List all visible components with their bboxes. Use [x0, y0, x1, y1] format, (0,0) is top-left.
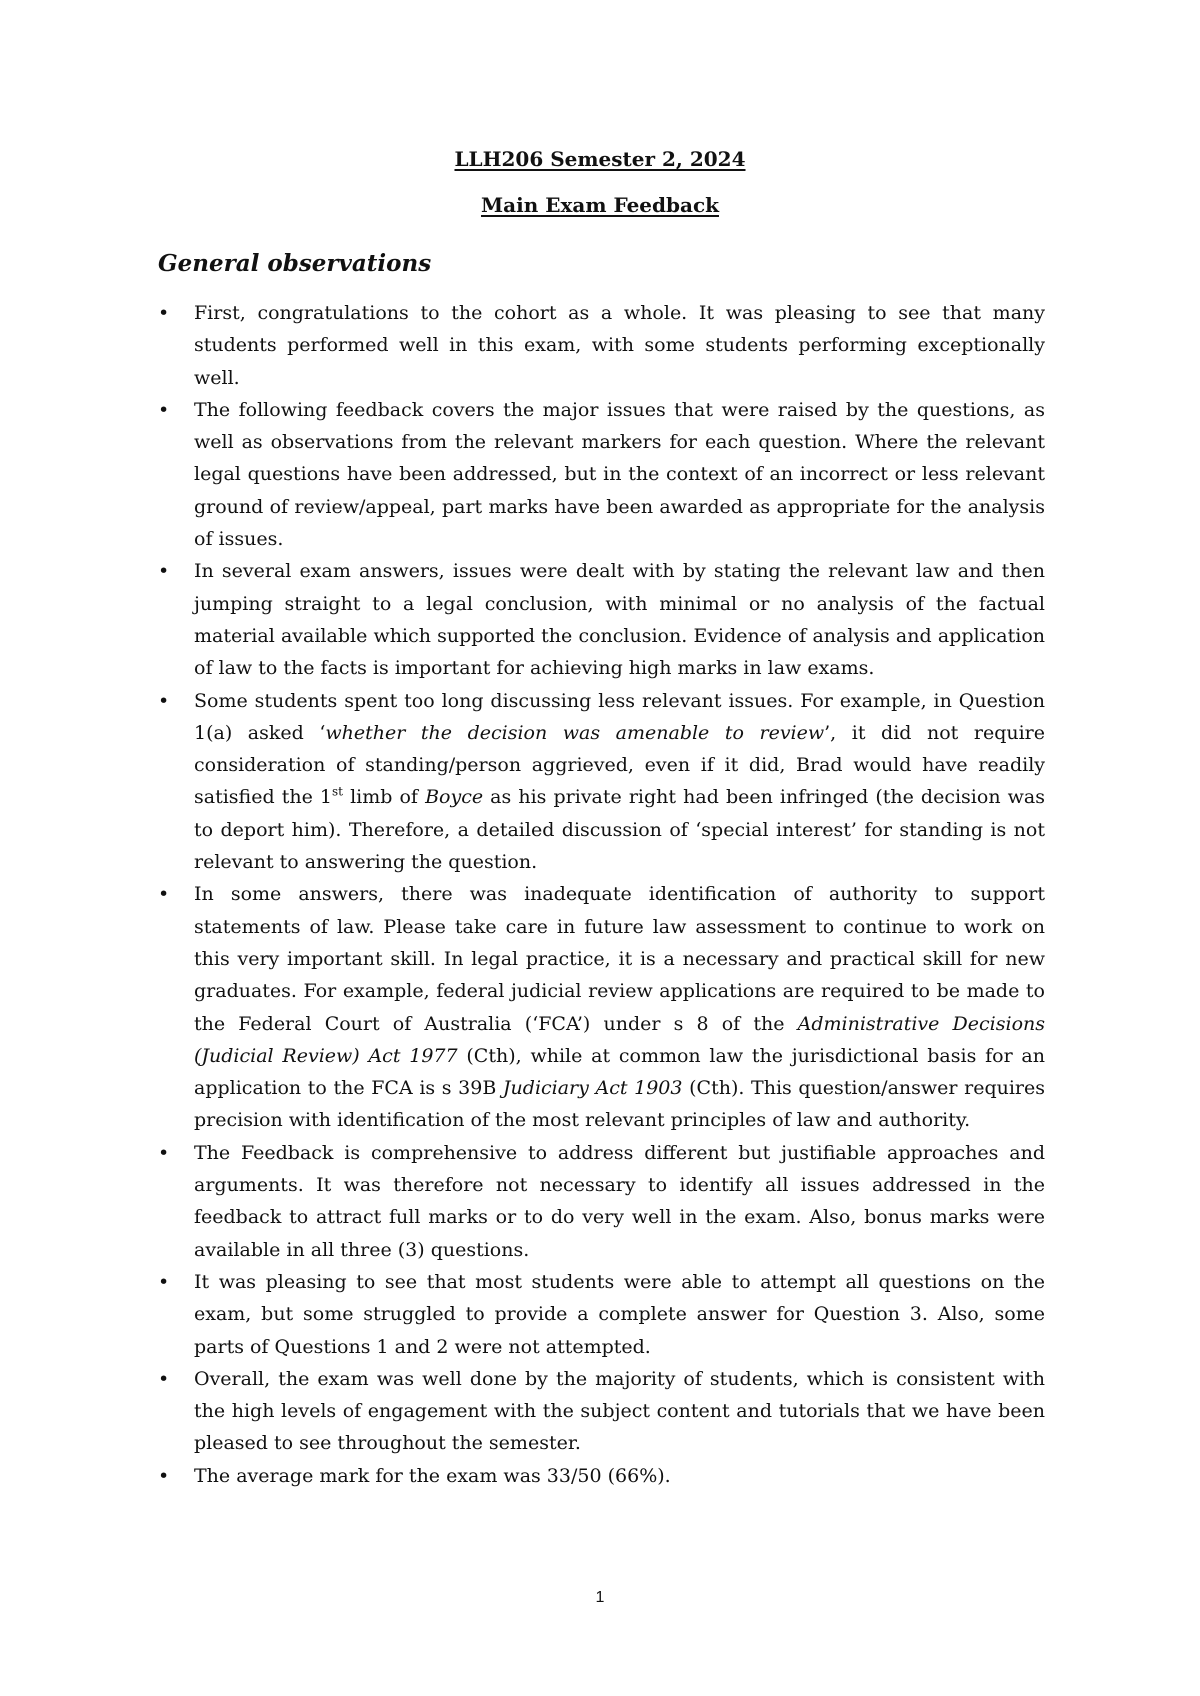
- bullet-icon: •: [158, 398, 170, 421]
- list-item: [158, 1460, 1045, 1492]
- section-heading: General observations: [158, 250, 432, 277]
- list-item: [158, 1266, 1045, 1363]
- text-run: (Cth). This question/answer requires precision with identification of the most relevant principles of law and authority.: [194, 1077, 1045, 1132]
- bullet-icon: •: [158, 689, 170, 712]
- list-item-text: [194, 690, 1045, 873]
- list-item-text: The following feedback covers the major issues that were raised by the questions, as well as observations from the relevant markers for each question. Where the relevant legal questions have been addressed, but in the context of an incorrect or less relevant ground of review/appeal, part marks have been awarded as appropriate for the analysis of issues.: [194, 398, 1045, 551]
- text-run: (Cth), while at common law the jurisdictional basis for an application to the FCA is s 39B: [194, 1044, 1046, 1100]
- bullet-icon: •: [158, 1270, 170, 1293]
- document-subtitle: Main Exam Feedback: [481, 193, 719, 217]
- list-item: [158, 394, 1045, 555]
- bullet-icon: •: [158, 302, 170, 324]
- text-run: limb of: [342, 786, 426, 809]
- list-item: [158, 555, 1045, 684]
- list-item-text: First, congratulations to the cohort as a whole. It was pleasing to see that many students performed well in this exam, with some students performing exceptionally well.: [194, 302, 1045, 389]
- page-number: 1: [595, 1589, 605, 1606]
- bullet-icon: •: [158, 560, 170, 583]
- bullet-icon: •: [158, 1141, 170, 1164]
- text-run: In some answers, there was inadequate identification of authority to support statements of law. Please take care in future law assessment to continue to work on this very important skill. In legal practice, it is a necessary and practical skill for new graduates. For example, federal judicial review applications are required to be made to the Federal Court of Australia (‘FCA’) under s 8 of the: [194, 883, 1045, 1035]
- list-item-text: Overall, the exam was well done by the majority of students, which is consistent with the high levels of engagement with the subject content and tutorials that we have been pleased to see throughout the semester.: [194, 1367, 1045, 1455]
- list-item-text: The Feedback is comprehensive to address different but justifiable approaches and arguments. It was therefore not necessary to identify all issues addressed in the feedback to attract full marks or to do very well in the exam. Also, bonus marks were available in all three (3) questions.: [194, 1141, 1045, 1261]
- bullet-icon: •: [158, 883, 170, 906]
- list-item: [158, 1363, 1045, 1460]
- list-item: [158, 1137, 1045, 1266]
- superscript-text: st: [332, 785, 343, 800]
- list-item-text: The average mark for the exam was 33/50 (66%).: [194, 1464, 671, 1487]
- bullet-icon: •: [158, 1367, 170, 1390]
- list-item-text: In several exam answers, issues were dealt with by stating the relevant law and then jumping straight to a legal conclusion, with minimal or no analysis of the factual material available which supported the conclusion. Evidence of analysis and application of law to the facts is important for achieving high marks in law exams.: [194, 560, 1045, 680]
- list-item-text: [194, 883, 1045, 1131]
- list-item-text: It was pleasing to see that most students were able to attempt all questions on the exam, but some struggled to provide a complete answer for Question 3. Also, some parts of Questions 1 and 2 were not attempted.: [194, 1270, 1045, 1358]
- list-item: [158, 297, 1045, 394]
- bullet-icon: •: [158, 1464, 170, 1487]
- document-title: LLH206 Semester 2, 2024: [454, 147, 746, 171]
- case-name: Boyce: [425, 786, 484, 809]
- text-run: Some students spent too long discussing less relevant issues. For example, in Question 1(a) asked ‘: [194, 689, 1045, 744]
- statute-name: Judiciary Act 1903: [502, 1077, 683, 1100]
- text-run: ’, it did not require consideration of standing/person aggrieved, even if it did, Brad would have readily satisfied the 1: [194, 721, 1046, 809]
- list-item: [158, 685, 1045, 879]
- statute-name: Administrative Decisions (Judicial Review) Act 1977: [194, 1012, 1045, 1067]
- observations-list: [158, 297, 1045, 1492]
- list-item: [158, 878, 1045, 1136]
- emphasis-text: whether the decision was amenable to review: [325, 721, 825, 744]
- text-run: as his private right had been infringed (the decision was to deport him). Therefore, a detailed discussion of ‘special interest’ for standing is not relevant to answering the question.: [194, 786, 1045, 874]
